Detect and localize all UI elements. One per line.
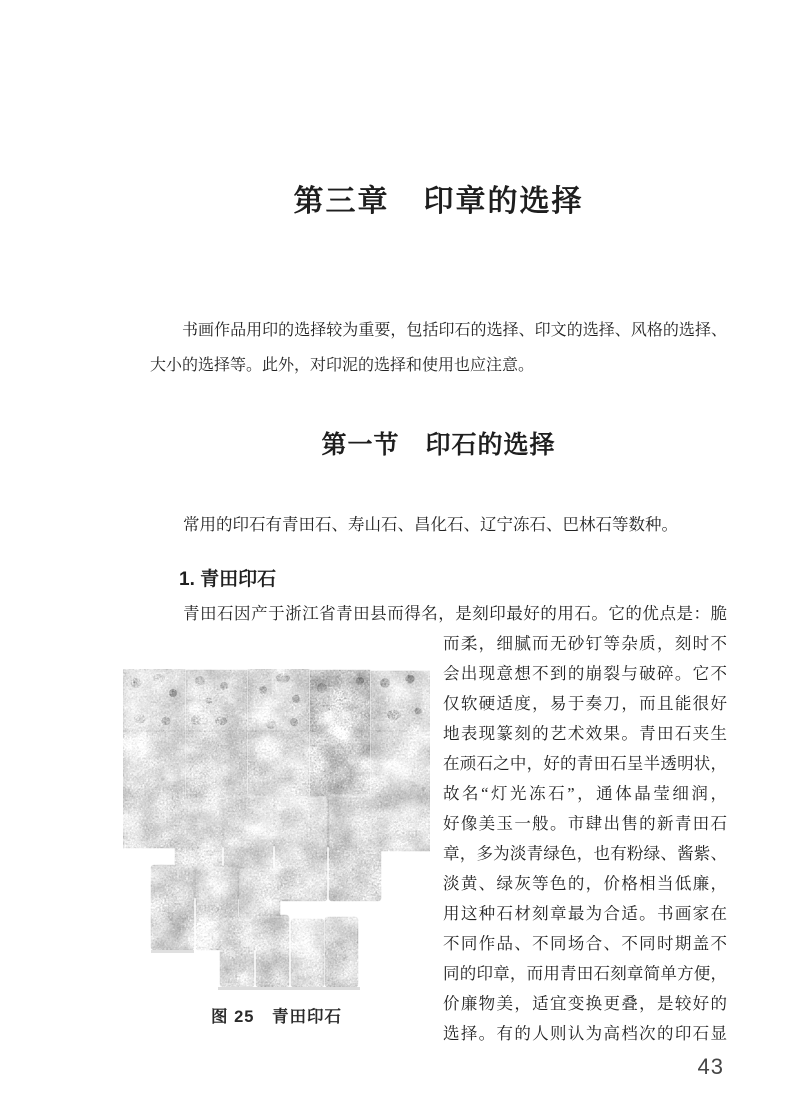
seal-stone-collage <box>123 669 430 987</box>
body-text-line: 好像美玉一般。市肆出售的新青田石 <box>443 814 727 833</box>
body-text-line: 不同作品、不同场合、不同时期盖不 <box>443 934 727 953</box>
figure-25 <box>123 669 430 1049</box>
lead-paragraph: 常用的印石有青田石、寿山石、昌化石、辽宁冻石、巴林石等数种。 <box>183 515 678 534</box>
body-text-line: 价廉物美，适宜变换更叠，是较好的 <box>443 994 727 1013</box>
figure-and-text-row <box>123 629 727 1049</box>
section-label: 第一节 <box>321 432 400 459</box>
body-text-line: 淡黄、绿灰等色的，价格相当低廉， <box>443 874 727 893</box>
floor-shadow <box>218 987 360 990</box>
section-title-text: 印石的选择 <box>425 432 556 459</box>
body-text-line: 地表现篆刻的艺术效果。青田石夹生 <box>443 724 727 743</box>
intro-line: 书画作品用印的选择较为重要，包括印石的选择、印文的选择、风格的选择、 <box>182 322 727 339</box>
body-text-line: 选择。有的人则认为高档次的印石显 <box>443 1024 727 1043</box>
intro-paragraph <box>150 313 727 383</box>
body-text-line: 青田石因产于浙江省青田县而得名，是刻印最好的用石。它的优点是：脆 <box>183 604 727 623</box>
floor-shadow <box>151 950 194 953</box>
body-text-line: 而柔，细腻而无砂钉等杂质，刻时不 <box>443 634 727 653</box>
seal-stones-photo <box>123 669 430 991</box>
stone-blocks-front-row <box>220 915 358 987</box>
body-text-line: 同的印章，而用青田石刻章简单方便， <box>443 964 727 983</box>
chapter-title-text: 印章的选择 <box>423 185 584 218</box>
section-title <box>150 429 727 463</box>
body-text-line: 仅软硬适度，易于奏刀，而且能很好 <box>443 694 727 713</box>
body-text-line: 会出现意想不到的崩裂与破碎。它不 <box>443 664 727 683</box>
chapter-title <box>150 0 727 221</box>
body-text-line: 故名“灯光冻石”，通体晶莹细润， <box>443 784 727 803</box>
subsection-heading: 1. 青田印石 <box>179 569 277 590</box>
body-text-line: 在顽石之中，好的青田石呈半透明状， <box>443 754 727 773</box>
chapter-label: 第三章 <box>293 185 390 218</box>
intro-line: 大小的选择等。此外，对印泥的选择和使用也应注意。 <box>150 357 535 374</box>
page-number: 43 <box>697 1054 724 1079</box>
wrapped-text-column <box>430 629 727 1049</box>
body-text-line: 用这种石材刻章最为合适。书画家在 <box>443 904 727 923</box>
body-text-line: 章，多为淡青绿色，也有粉绿、酱紫、 <box>443 844 727 863</box>
figure-caption: 图 25 青田印石 <box>211 1008 342 1026</box>
